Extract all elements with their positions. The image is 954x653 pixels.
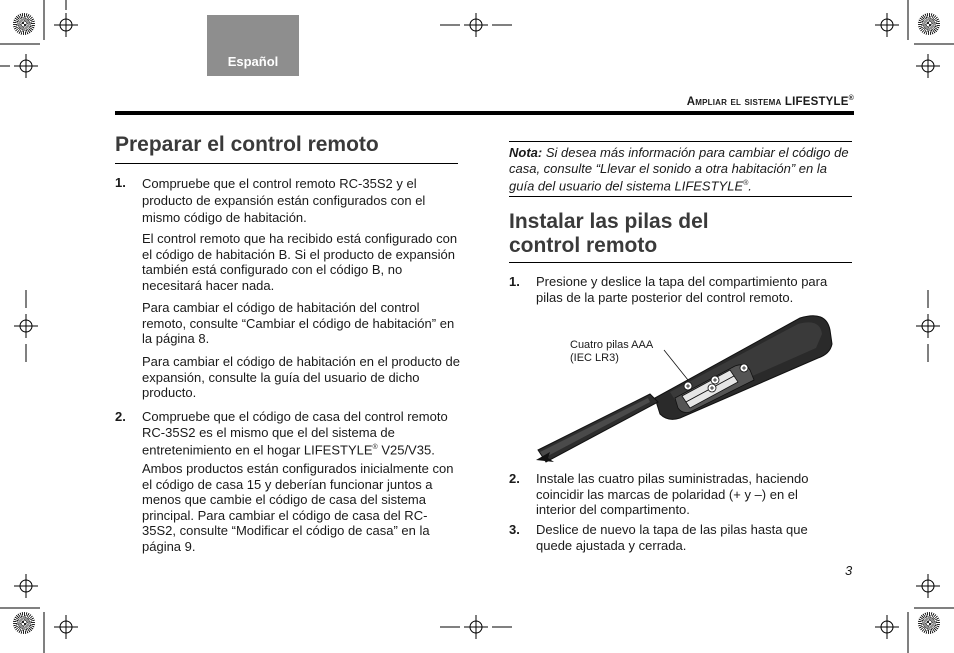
step-number: 2. xyxy=(509,471,520,486)
note-rule-bottom xyxy=(509,196,852,197)
right-title-line2: control remoto xyxy=(509,234,658,257)
remote-battery-illustration xyxy=(530,310,840,470)
step-number: 1. xyxy=(509,274,520,289)
step-text: Instale las cuatro pilas suministradas, haciendo coincidir las marcas de polaridad (+ y –) en el interior del compartimento. xyxy=(536,471,809,517)
language-tab xyxy=(207,15,299,76)
step-text: Compruebe que el control remoto RC-35S2 y el producto de expansión están configurados con el mismo código de habitación. xyxy=(142,176,426,225)
battery-callout-label xyxy=(570,339,653,365)
step-text: Deslice de nuevo la tapa de las pilas hasta que quede ajustada y cerrada. xyxy=(536,522,808,553)
header-section-name: LIFESTYLE xyxy=(784,95,849,108)
step-text-a: Compruebe que el código de casa del control remoto RC-35S2 es el mismo que el del sistema de entretenimiento en el hogar LIFESTYLE xyxy=(142,409,448,458)
left-title-rule xyxy=(115,163,458,164)
step-paragraph: Ambos productos están configurados inicialmente con el código de casa 15 y deberían funcionar juntos a menos que cambie el código de casa del sistema principal. Para cambiar el código de casa del RC-35S2, consulte “Modificar el código de casa” en la página 9. xyxy=(142,461,454,554)
step-number: 1. xyxy=(115,175,126,190)
page-number: 3 xyxy=(845,563,853,578)
step-text: Presione y deslice la tapa del compartimiento para pilas de la parte posterior del control remoto. xyxy=(536,274,828,305)
left-section-title: Preparar el control remoto xyxy=(115,133,379,156)
note-reg-mark: ® xyxy=(743,180,749,187)
running-header xyxy=(687,95,854,108)
step-paragraph: Para cambiar el código de habitación en el producto de expansión, consulte la guía del usuario de dicho producto. xyxy=(142,354,460,400)
right-section-title xyxy=(509,210,829,258)
step-number: 3. xyxy=(509,522,520,537)
note-end: . xyxy=(748,178,752,194)
note-rule-top xyxy=(509,141,852,142)
step-text xyxy=(142,409,460,458)
step-text-b: V25/V35. xyxy=(377,442,435,458)
right-title-line1: Instalar las pilas del xyxy=(509,210,709,233)
header-rule xyxy=(115,111,854,115)
language-tab-label: Español xyxy=(227,54,279,69)
note-box xyxy=(509,145,854,194)
step-number: 2. xyxy=(115,409,126,424)
note-label: Nota: xyxy=(509,145,543,160)
header-reg-mark: ® xyxy=(848,95,854,102)
step-paragraph: El control remoto que ha recibido está configurado con el código de habitación B. Si el producto de expansión también está configurado con el código B, no necesitará hacer nada. xyxy=(142,231,458,293)
note-text: Si desea más información para cambiar el código de casa, consulte “Llevar el sonido a otra habitación” en la guía del usuario del sistema LIFESTYLE xyxy=(509,145,849,194)
header-section-prefix: Ampliar el sistema xyxy=(686,95,785,108)
caption-line1: Cuatro pilas AAA xyxy=(570,339,654,351)
right-title-rule xyxy=(509,262,852,263)
step-paragraph: Para cambiar el código de habitación del control remoto, consulte “Cambiar el código de habitación” en la página 8. xyxy=(142,300,455,346)
caption-line2: (IEC LR3) xyxy=(570,352,619,364)
reg-mark: ® xyxy=(372,444,378,451)
